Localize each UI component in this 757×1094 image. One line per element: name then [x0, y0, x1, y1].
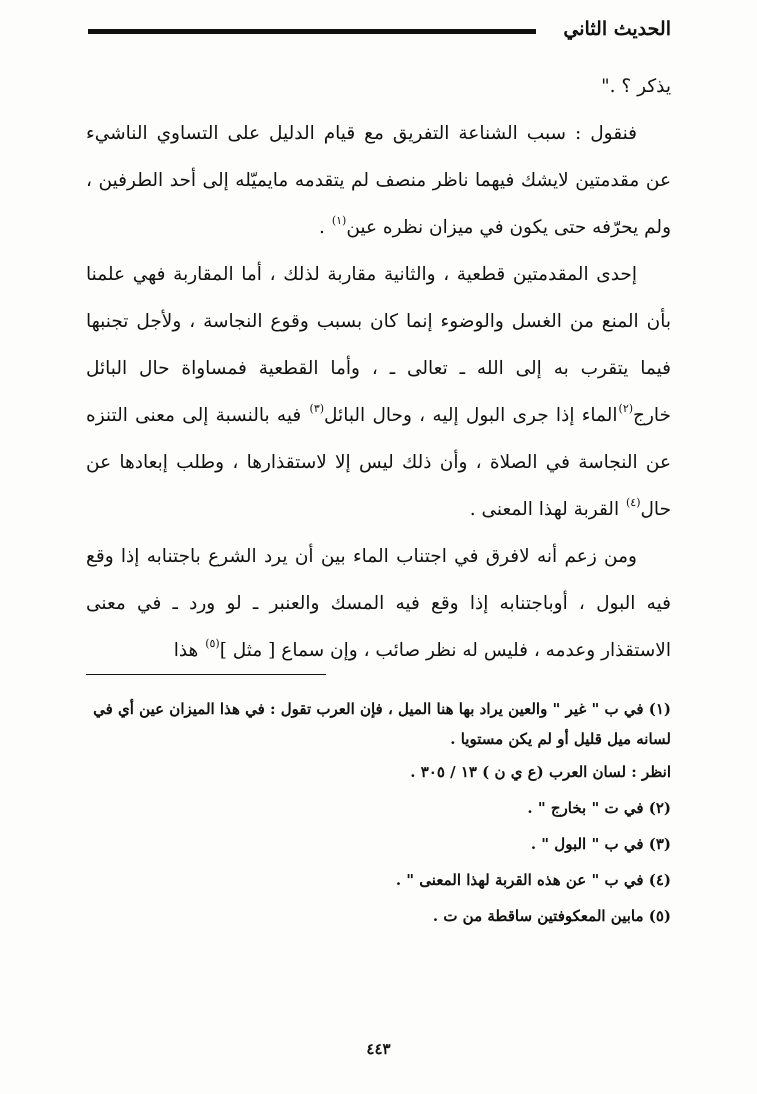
main-text: [86, 63, 671, 674]
paragraph-3-text-a: إحدى المقدمتين قطعية ، والثانية مقاربة لذلك ، أما المقاربة فهي علمنا بأن المنع من الغسل والوضوء إنما كان بسبب وقوع النجاسة ، ولأجل تجنبها فيما يتقرب به إلى الله ـ تعالى ـ ، وأما القطعية فمساواة حال البائل خارج: [86, 264, 671, 426]
footnote-ref-5: (٥): [205, 637, 220, 650]
paragraph-1: [86, 63, 671, 110]
footnote-5: (٥) مابين المعكوفتين ساقطة من ت .: [432, 907, 671, 925]
page-number: ٤٤٣: [366, 1040, 391, 1058]
paragraph-3-text-d: القربة لهذا المعنى .: [469, 499, 625, 520]
paragraph-1-text: يذكر ؟ .": [601, 76, 671, 97]
footnote-1: (١) في ب " غير " والعين يراد بها هنا الميل ، فإن العرب تقول : في هذا الميزان عين أي في لسانه ميل قليل أو لم يكن مستويا .: [93, 700, 671, 748]
paragraph-2-end: .: [319, 217, 331, 238]
header-rule: [88, 29, 536, 34]
paragraph-3: [86, 251, 671, 533]
paragraph-4: [86, 533, 671, 674]
footnote-1-source: انظر : لسان العرب (ع ي ن ) ١٣ / ٣٠٥ .: [410, 763, 671, 781]
footnote-ref-2: (٢): [618, 402, 634, 415]
paragraph-3-text-c: فيه بالنسبة إلى معنى التنزه عن النجاسة في الصلاة ، وأن ذلك ليس إلا لاستقذارها ، وطلب إبعادها عن حال: [86, 405, 671, 520]
footnotes: [86, 694, 671, 934]
footnote-4: (٤) في ب " عن هذه القربة لهذا المعنى " .: [395, 871, 671, 889]
chapter-title: الحديث الثاني: [563, 18, 671, 40]
paragraph-2-text: فنقول : سبب الشناعة التفريق مع قيام الدليل على التساوي الناشيء عن مقدمتين لايشك فيهما ناظر منصف لم يتقدمه مايميّله إلى أحد الطرفين ، ولم يحرّفه حتى يكون في ميزان نظره عين: [86, 123, 671, 238]
running-header: [86, 14, 671, 48]
footnote-divider: [86, 674, 326, 675]
footnote-3: (٣) في ب " البول " .: [530, 835, 671, 853]
footnote-ref-3: (٣): [309, 402, 325, 415]
footnote-ref-4: (٤): [625, 496, 641, 509]
footnote-2: (٢) في ت " بخارج " .: [527, 799, 671, 817]
paragraph-3-text-b: الماء إذا جرى البول إليه ، وحال البائل: [324, 405, 618, 426]
paragraph-4-text-a: ومن زعم أنه لافرق في اجتناب الماء بين أن يرد الشرع باجتنابه إذا وقع فيه البول ، أوباجتنابه إذا وقع فيه المسك والعنبر ـ لو ورد ـ في معنى الاستقذار وعدمه ، فليس له نظر صائب ، وإن سماع [ مثل ]: [86, 546, 671, 661]
footnote-ref-1: (١): [331, 214, 347, 227]
paragraph-4-text-b: هذا: [173, 640, 205, 661]
paragraph-2: [86, 110, 671, 251]
